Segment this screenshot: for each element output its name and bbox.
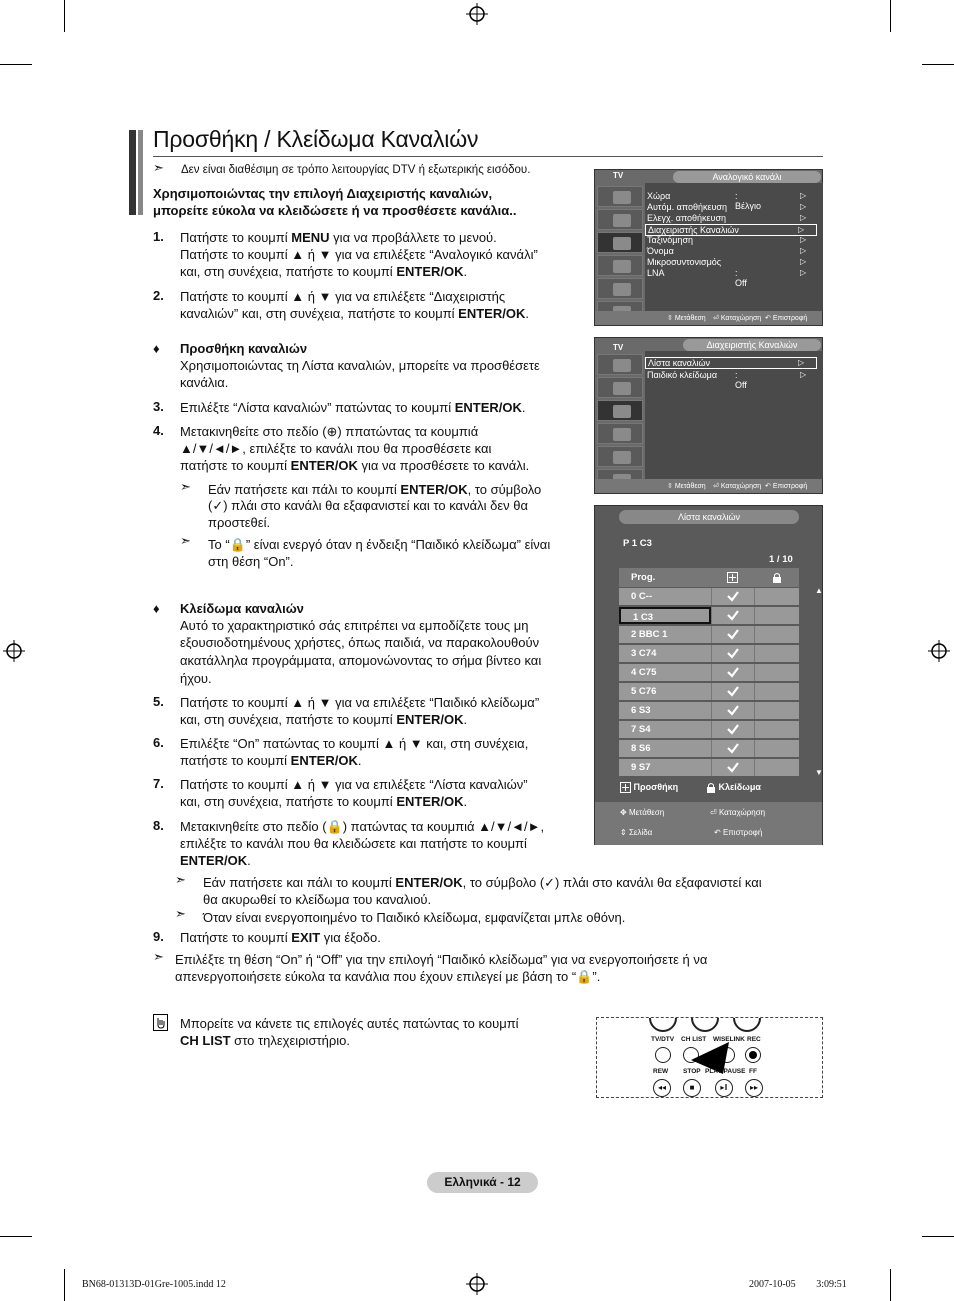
scroll-down-icon[interactable]: ▼ <box>815 768 823 777</box>
scroll-up-icon[interactable]: ▲ <box>815 586 823 595</box>
screen-header: Λίστα καναλιών <box>619 510 799 524</box>
remote-label: WISELINK <box>713 1036 745 1043</box>
add-icon <box>727 572 738 583</box>
note-text: Όταν είναι ενεργοποιημένο το Παιδικό κλείδωμα, εμφανίζεται μπλε οθόνη. <box>203 910 626 925</box>
lock-icon <box>706 782 716 793</box>
note-arrow-icon: ➣ <box>180 533 191 548</box>
crop-mark <box>890 0 891 32</box>
step-text: πατήστε το κουμπί ENTER/OK για να προσθέσετε το κανάλι. <box>180 458 530 473</box>
remote-label: PLAY/PAUSE <box>705 1068 746 1075</box>
tv-label: TV <box>613 171 624 180</box>
step-text: καναλιών” και, στη συνέχεια, πατήστε το κουμπί ENTER/OK. <box>180 306 529 321</box>
bullet-icon: ♦ <box>153 341 160 356</box>
menu-tab-setup[interactable] <box>597 255 643 276</box>
menu-tab-sound[interactable] <box>597 209 643 230</box>
step-number: 1. <box>153 229 164 244</box>
section-text: ήχου. <box>180 671 212 686</box>
step-number: 4. <box>153 423 164 438</box>
check-icon <box>726 760 740 774</box>
channel-icon <box>613 237 631 250</box>
step-text: και, στη συνέχεια, πατήστε το κουμπί ENTER/OK. <box>180 712 468 727</box>
check-icon <box>726 608 740 622</box>
check-icon <box>726 646 740 660</box>
channel-label: 6 S3 <box>631 705 651 716</box>
check-icon <box>726 684 740 698</box>
crop-mark <box>64 0 65 32</box>
screen-channel-manager <box>594 337 823 494</box>
foot-move: ✥ Μετάθεση <box>620 808 665 817</box>
note-text: Το “🔒” είναι ενεργό όταν η ένδειξη “Παιδικό κλείδωμα” είναι <box>208 537 551 552</box>
menu-item-selected[interactable]: Διαχειριστής Καναλιών ▷ <box>645 224 817 236</box>
section-text: εξουσιοδοτημένους χρήστες, όπως παιδιά, να παρακολουθούν <box>180 635 540 650</box>
footer-date: 2007-10-05 ￿￿ 3:09:51 <box>749 1279 847 1290</box>
menu-tab-input[interactable] <box>597 446 643 467</box>
page-title: Προσθήκη / Κλείδωμα Καναλιών <box>153 126 479 152</box>
step-number: 7. <box>153 776 164 791</box>
screen-analog-channel <box>594 169 823 326</box>
move-label: ⇳ Μετάθεση <box>667 315 706 322</box>
setup-icon <box>613 428 631 441</box>
remote-label: TV/DTV <box>651 1036 675 1043</box>
step-text: πατήστε το κουμπί ENTER/OK. <box>180 753 362 768</box>
note-arrow-icon: ➣ <box>180 479 191 494</box>
remote-label: CH LIST <box>681 1036 707 1043</box>
step-number: 3. <box>153 399 164 414</box>
table-row[interactable] <box>619 664 799 681</box>
menu-tab-sound[interactable] <box>597 377 643 398</box>
remote-button-icon <box>733 1017 761 1032</box>
channel-label: 7 S4 <box>631 724 651 735</box>
check-icon <box>726 665 740 679</box>
intro-line: μπορείτε εύκολα να κλειδώσετε ή να προσθέσετε κανάλια.. <box>153 203 517 218</box>
channel-label: 2 BBC 1 <box>631 629 668 640</box>
tv-label: TV <box>613 343 624 352</box>
table-row[interactable] <box>619 683 799 700</box>
check-icon <box>726 589 740 603</box>
table-row[interactable] <box>619 702 799 719</box>
step-number: 2. <box>153 288 164 303</box>
table-row[interactable] <box>619 645 799 662</box>
remote-illustration <box>596 1017 823 1098</box>
menu-item[interactable]: Χώρα : Βέλγιο ▷ <box>647 191 807 211</box>
foot-enter: ⏎ Καταχώρηση <box>710 808 766 817</box>
input-icon <box>613 451 631 464</box>
tip-hand-icon <box>153 1014 168 1031</box>
channel-label: 8 S6 <box>631 743 651 754</box>
registration-mark-icon <box>3 640 25 662</box>
menu-item[interactable]: Ταξινόμηση ▷ <box>647 235 807 245</box>
sound-icon <box>613 382 631 395</box>
menu-tab-input[interactable] <box>597 278 643 299</box>
step-text: και, στη συνέχεια, πατήστε το κουμπί ENTER/OK. <box>180 264 468 279</box>
channel-label: 0 C-- <box>631 591 653 602</box>
title-underline <box>153 156 823 157</box>
registration-mark-icon <box>928 640 950 662</box>
move-label: ⇳ Μετάθεση <box>667 483 706 490</box>
crop-mark <box>64 1269 65 1301</box>
enter-label: ⏎ Καταχώρηση <box>713 483 762 490</box>
step-number: 6. <box>153 735 164 750</box>
menu-tab-picture[interactable] <box>597 186 643 207</box>
note-text: Εάν πατήσετε και πάλι το κουμπί ENTER/OK, το σύμβολο <box>208 482 542 497</box>
check-icon <box>726 627 740 641</box>
tip-text: Μπορείτε να κάνετε τις επιλογές αυτές πατώντας το κουμπί <box>180 1016 519 1031</box>
channel-label: 5 C76 <box>631 686 657 697</box>
section-text: Χρησιμοποιώντας τη Λίστα καναλιών, μπορείτε να προσθέσετε <box>180 358 540 373</box>
remote-label: STOP <box>683 1068 701 1075</box>
remote-label: REW <box>653 1068 669 1075</box>
step-number: 9. <box>153 929 164 944</box>
picture-icon <box>613 359 631 372</box>
menu-item-selected[interactable]: Λίστα καναλιών ▷ <box>645 357 817 369</box>
step-text: Πατήστε το κουμπί ▲ ή ▼ για να επιλέξετε “Λίστα καναλιών” <box>180 777 528 792</box>
step-text: Μετακινηθείτε στο πεδίο (⊕) ππατώντας τα κουμπιά <box>180 424 479 439</box>
menu-item[interactable]: Παιδικό κλείδωμα : Off ▷ <box>647 370 807 390</box>
step-text: ENTER/OK. <box>180 853 251 868</box>
menu-item[interactable]: Ελεγχ. αποθήκευση ▷ <box>647 213 807 223</box>
channel-label: 3 C74 <box>631 648 657 659</box>
prog-column-header: Prog. <box>631 572 656 583</box>
enter-label: ⏎ Καταχώρηση <box>713 315 762 322</box>
return-label: ↶ Επιστροφή <box>765 483 808 490</box>
table-row[interactable] <box>619 588 799 605</box>
step-text: και, στη συνέχεια, πατήστε το κουμπί ENTER/OK. <box>180 794 468 809</box>
section-title-add: Προσθήκη καναλιών <box>180 341 308 356</box>
lock-icon <box>772 572 782 583</box>
rewind-icon: ◂◂ <box>653 1079 671 1097</box>
footer-file: BN68-01313D-01Gre-1005.indd 12 <box>82 1279 226 1290</box>
foot-return: ↶ Επιστροφή <box>714 828 763 837</box>
registration-mark-icon <box>466 1273 488 1295</box>
crop-mark <box>922 64 954 65</box>
menu-item[interactable]: Μικροσυντονισμός ▷ <box>647 257 807 267</box>
channel-label: 1 C3 <box>633 612 654 623</box>
step-text: Πατήστε το κουμπί ▲ ή ▼ για να επιλέξετε “Παιδικό κλείδωμα” <box>180 695 540 710</box>
input-icon <box>613 283 631 296</box>
step-number: 8. <box>153 818 164 833</box>
menu-tab-channel[interactable] <box>597 232 643 253</box>
step-text: Πατήστε το κουμπί ▲ ή ▼ για να επιλέξετε “Αναλογικό κανάλι” <box>180 247 538 262</box>
remote-label: FF <box>749 1068 757 1075</box>
list-header <box>619 568 799 587</box>
picture-icon <box>613 191 631 204</box>
note-text: απενεργοποιήσετε εύκολα τα κανάλια που έχουν επιλεγεί με βάση το “🔒”. <box>175 969 601 984</box>
note-arrow-icon: ➣ <box>153 160 164 175</box>
page-number: Ελληνικά - 12 <box>427 1172 538 1193</box>
screen-footer <box>595 479 822 493</box>
step-text: επιλέξτε το κανάλι που θα κλειδώσετε και πατήστε το κουμπί <box>180 836 527 851</box>
screen-footer <box>595 311 822 325</box>
note-text: θα ακυρωθεί το κλείδωμα του καναλιού. <box>203 892 432 907</box>
note-text: Εάν πατήσετε και πάλι το κουμπί ENTER/OK, το σύμβολο (✓) πλάι στο κανάλι θα εξαφανιστεί και <box>203 875 762 890</box>
crop-mark <box>0 1236 32 1237</box>
check-icon <box>726 703 740 717</box>
remote-button-icon <box>649 1017 677 1032</box>
remote-button-icon <box>691 1017 719 1032</box>
stop-icon: ■ <box>683 1079 701 1097</box>
note-dtv: Δεν είναι διαθέσιμη σε τρόπο λειτουργίας DTV ή εξωτερικής εισόδου. <box>181 164 531 176</box>
intro-line: Χρησιμοποιώντας την επιλογή Διαχειριστής καναλιών, <box>153 186 493 201</box>
table-row[interactable] <box>619 607 799 624</box>
menu-tab-setup[interactable] <box>597 423 643 444</box>
channel-label: 4 C75 <box>631 667 657 678</box>
section-title-lock: Κλείδωμα καναλιών <box>180 601 304 616</box>
section-text: Αυτό το χαρακτηριστικό σάς επιτρέπει να εμποδίζετε τους μη <box>180 618 529 633</box>
screen-header: Αναλογικό κανάλι <box>673 171 821 183</box>
table-row[interactable] <box>619 759 799 776</box>
note-arrow-icon: ➣ <box>175 906 186 921</box>
legend-lock: Κλείδωμα <box>706 782 761 793</box>
note-text: προστεθεί. <box>208 515 271 530</box>
step-text: Επιλέξτε “Λίστα καναλιών” πατώντας το κουμπί ENTER/OK. <box>180 400 526 415</box>
check-icon <box>726 741 740 755</box>
note-text: Επιλέξτε τη θέση “On” ή “Off” για την επιλογή “Παιδικό κλείδωμα” για να ενεργοποιήσετε ή να <box>175 952 708 967</box>
add-icon <box>620 782 631 793</box>
screen-header: Διαχειριστής Καναλιών <box>683 339 821 351</box>
play-pause-icon: ▸‖ <box>715 1079 733 1097</box>
note-text: (✓) πλάι στο κανάλι θα εξαφανιστεί και το κανάλι δεν θα <box>208 498 528 513</box>
tip-text: CH LIST στο τηλεχειριστήριο. <box>180 1033 350 1048</box>
crop-mark <box>0 64 32 65</box>
foot-page: ⇕ Σελίδα <box>620 828 653 837</box>
step-text: Πατήστε το κουμπί MENU για να προβάλλετε το μενού. <box>180 230 497 245</box>
step-text: Μετακινηθείτε στο πεδίο (🔒) πατώντας τα κουμπιά ▲/▼/◄/►, <box>180 819 545 834</box>
fast-forward-icon: ▸▸ <box>745 1079 763 1097</box>
table-row[interactable] <box>619 740 799 757</box>
legend-add: Προσθήκη <box>620 782 678 793</box>
menu-item[interactable]: Αυτόμ. αποθήκευση ▷ <box>647 202 807 212</box>
remote-label: REC <box>747 1036 761 1043</box>
current-channel: P 1 C3 <box>623 538 652 549</box>
step-text: ▲/▼/◄/►, επιλέξτε το κανάλι που θα προσθέσετε και <box>180 441 492 456</box>
title-bar-decoration <box>138 130 143 215</box>
step-text: Επιλέξτε “On” πατώντας το κουμπί ▲ ή ▼ και, στη συνέχεια, <box>180 736 529 751</box>
step-number: 5. <box>153 694 164 709</box>
crop-mark <box>890 1269 891 1301</box>
setup-icon <box>613 260 631 273</box>
crop-mark <box>922 1236 954 1237</box>
step-text: Πατήστε το κουμπί ▲ ή ▼ για να επιλέξετε “Διαχειριστής <box>180 289 506 304</box>
bullet-icon: ♦ <box>153 601 160 616</box>
channel-icon <box>613 405 631 418</box>
note-arrow-icon: ➣ <box>153 949 164 964</box>
rec-icon <box>745 1047 761 1063</box>
step-text: Πατήστε το κουμπί EXIT για έξοδο. <box>180 930 381 945</box>
return-label: ↶ Επιστροφή <box>765 315 808 322</box>
menu-item[interactable]: LNA : Off ▷ <box>647 268 807 288</box>
section-text: κανάλια. <box>180 375 229 390</box>
menu-tab-channel[interactable] <box>597 400 643 421</box>
page-indicator: 1 / 10 <box>769 554 793 565</box>
registration-mark-icon <box>466 3 488 25</box>
menu-tab-picture[interactable] <box>597 354 643 375</box>
note-text: στη θέση “On”. <box>208 554 294 569</box>
menu-item[interactable]: Όνομα ▷ <box>647 246 807 256</box>
title-bar-decoration <box>129 130 136 215</box>
check-icon <box>726 722 740 736</box>
table-row[interactable] <box>619 626 799 643</box>
channel-label: 9 S7 <box>631 762 651 773</box>
note-arrow-icon: ➣ <box>175 872 186 887</box>
table-row[interactable] <box>619 721 799 738</box>
section-text: ακατάλληλα προγράμματα, απομονώνοντας το σήμα βίντεο και <box>180 653 542 668</box>
sound-icon <box>613 214 631 227</box>
remote-button-icon <box>655 1047 671 1063</box>
